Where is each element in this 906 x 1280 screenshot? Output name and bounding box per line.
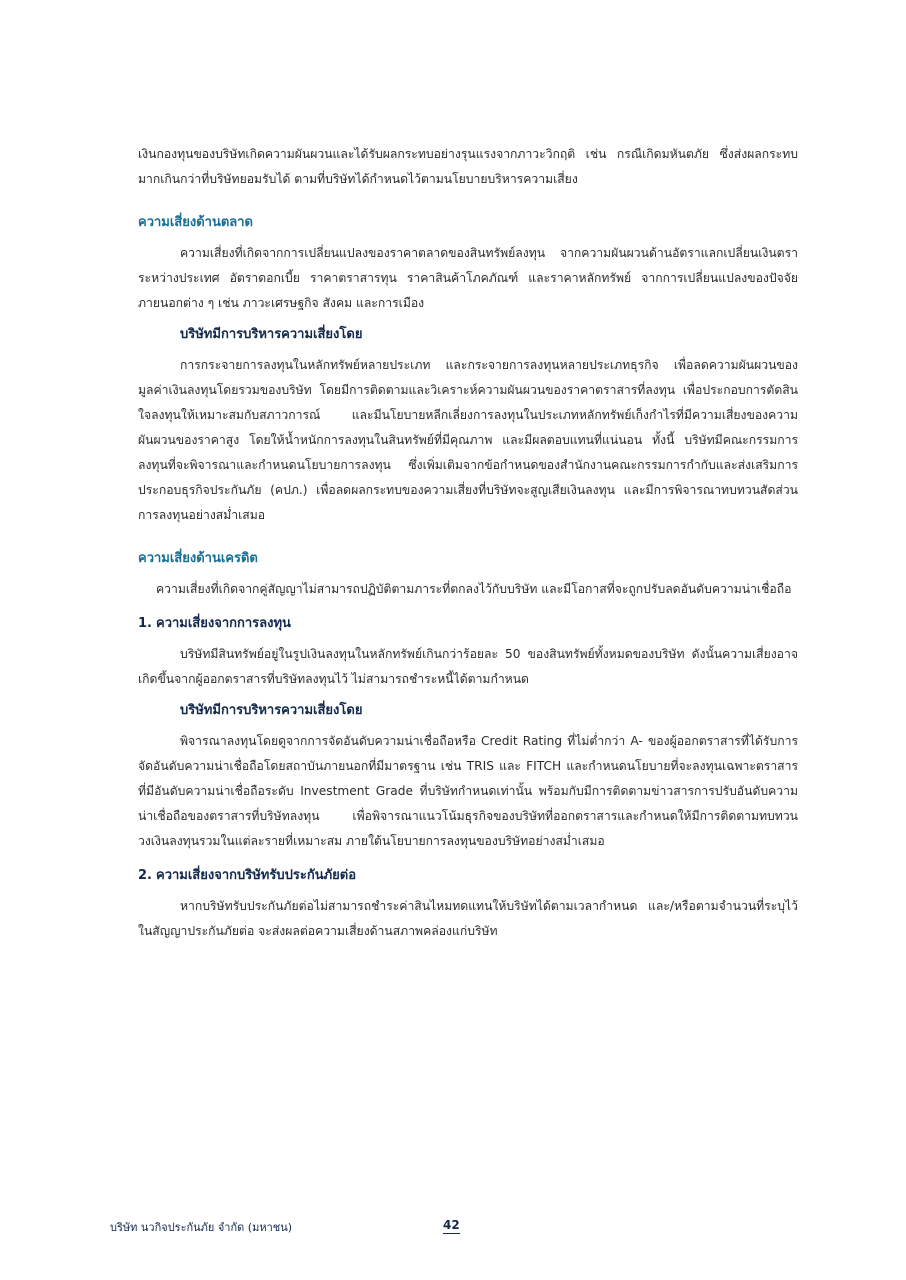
credit-risk-section: [138, 546, 798, 944]
document-body: [138, 142, 798, 944]
footer-company-name: บริษัท นวกิจประกันภัย จำกัด (มหาชน): [110, 1221, 293, 1234]
market-risk-heading: ความเสี่ยงด้านตลาด: [138, 215, 253, 230]
page-footer: [110, 1218, 800, 1238]
market-risk-description: ความเสี่ยงที่เกิดจากการเปลี่ยนแปลงของราคาตลาดของสินทรัพย์ลงทุน จากความผันผวนด้านอัตราแลกเปลี่ยนเงินตราระหว่างประเทศ อัตราดอกเบี้ย ราคาตราสารทุน ราคาสินค้าโภคภัณฑ์ และราคาหลักทรัพย์ จากการเปลี่ยนแปลงของปัจจัยภายนอกต่าง ๆ เช่น ภาวะเศรษฐกิจ สังคม และการเมือง: [138, 246, 798, 310]
spacer: [138, 192, 798, 210]
item-number: 1.: [138, 616, 152, 631]
spacer: [138, 602, 798, 611]
page-number: 42: [443, 1218, 460, 1232]
market-risk-management-text: การกระจายการลงทุนในหลักทรัพย์หลายประเภท และกระจายการลงทุนหลายประเภทธุรกิจ เพื่อลดความผันผวนของมูลค่าเงินลงทุนโดยรวมของบริษัท โดยมีการติดตามและวิเคราะห์ความผันผวนของราคาตราสารที่ลงทุน เพื่อประกอบการตัดสินใจลงทุนให้เหมาะสมกับสภาวการณ์ และมีนโยบายหลีกเลี่ยงการลงทุนในประเภทหลักทรัพย์เก็งกำไรที่มีความเสี่ยงของความผันผวนของราคาสูง โดยให้น้ำหนักการลงทุนในสินทรัพย์ที่มีคุณภาพ และมีผลตอบแทนที่แน่นอน ทั้งนี้ บริษัทมีคณะกรรมการลงทุนที่จะพิจารณาและกำหนดนโยบายการลงทุน ซึ่งเพิ่มเติมจากข้อกำหนดของสำนักงานคณะกรรมการกำกับและส่งเสริมการประกอบธุรกิจประกันภัย (คปภ.) เพื่อลดผลกระทบของความเสี่ยงที่บริษัทจะสูญเสียเงินลงทุน และมีการพิจารณาทบทวนสัดส่วนการลงทุนอย่างสม่ำเสมอ: [138, 358, 798, 522]
credit-risk-heading: ความเสี่ยงด้านเครดิต: [138, 551, 258, 566]
market-risk-section: [138, 210, 798, 528]
item-number: 2.: [138, 868, 152, 883]
investment-risk-management-text: พิจารณาลงทุนโดยดูจากการจัดอันดับความน่าเชื่อถือหรือ Credit Rating ที่ไม่ต่ำกว่า A- ของผู้ออกตราสารที่ได้รับการจัดอันดับความน่าเชื่อถือโดยสถาบันภายนอกที่มีมาตรฐาน เช่น TRIS และ FITCH และกำหนดนโยบายที่จะลงทุนเฉพาะตราสารที่มีอันดับความน่าเชื่อถือระดับ Investment Grade ที่บริษัทกำหนดเท่านั้น พร้อมกับมีการติดตามข่าวสารการปรับอันดับความน่าเชื่อถือของตราสารที่บริษัทลงทุน เพื่อพิจารณาแนวโน้มธุรกิจของบริษัทที่ออกตราสารและกำหนดให้มีการติดตามทบทวนวงเงินลงทุนรวมในแต่ละรายที่เหมาะสม ภายใต้นโยบายการลงทุนของบริษัทอย่างสม่ำเสมอ: [138, 734, 798, 848]
reinsurer-risk-heading: [138, 863, 798, 888]
market-risk-management-heading: บริษัทมีการบริหารความเสี่ยงโดย: [180, 327, 363, 342]
investment-risk-text: บริษัทมีสินทรัพย์อยู่ในรูปเงินลงทุนในหลักทรัพย์เกินกว่าร้อยละ 50 ของสินทรัพย์ทั้งหมดของบริษัท ดังนั้นความเสี่ยงอาจเกิดขึ้นจากผู้ออกตราสารที่บริษัทลงทุนไว้ ไม่สามารถชำระหนี้ได้ตามกำหนด: [138, 647, 798, 686]
item-title: ความเสี่ยงจากบริษัทรับประกันภัยต่อ: [156, 868, 357, 883]
investment-risk-heading: [138, 611, 798, 636]
investment-risk-management-heading: บริษัทมีการบริหารความเสี่ยงโดย: [180, 703, 363, 718]
credit-risk-description: ความเสี่ยงที่เกิดจากคู่สัญญาไม่สามารถปฏิบัติตามภาระที่ตกลงไว้กับบริษัท และมีโอกาสที่จะถูกปรับลดอันดับความน่าเชื่อถือ: [156, 582, 792, 596]
reinsurer-risk-text: หากบริษัทรับประกันภัยต่อไม่สามารถชำระค่าสินไหมทดแทนให้บริษัทได้ตามเวลากำหนด และ/หรือตามจำนวนที่ระบุไว้ในสัญญาประกันภัยต่อ จะส่งผลต่อความเสี่ยงด้านสภาพคล่องแก่บริษัท: [138, 899, 798, 938]
item-title: ความเสี่ยงจากการลงทุน: [156, 616, 291, 631]
spacer: [138, 854, 798, 863]
intro-paragraph: เงินกองทุนของบริษัทเกิดความผันผวนและได้รับผลกระทบอย่างรุนแรงจากภาวะวิกฤติ เช่น กรณีเกิดมหันตภัย ซึ่งส่งผลกระทบมากเกินกว่าที่บริษัทยอมรับได้ ตามที่บริษัทได้กำหนดไว้ตามนโยบายบริหารความเสี่ยง: [138, 147, 798, 186]
spacer: [138, 528, 798, 546]
